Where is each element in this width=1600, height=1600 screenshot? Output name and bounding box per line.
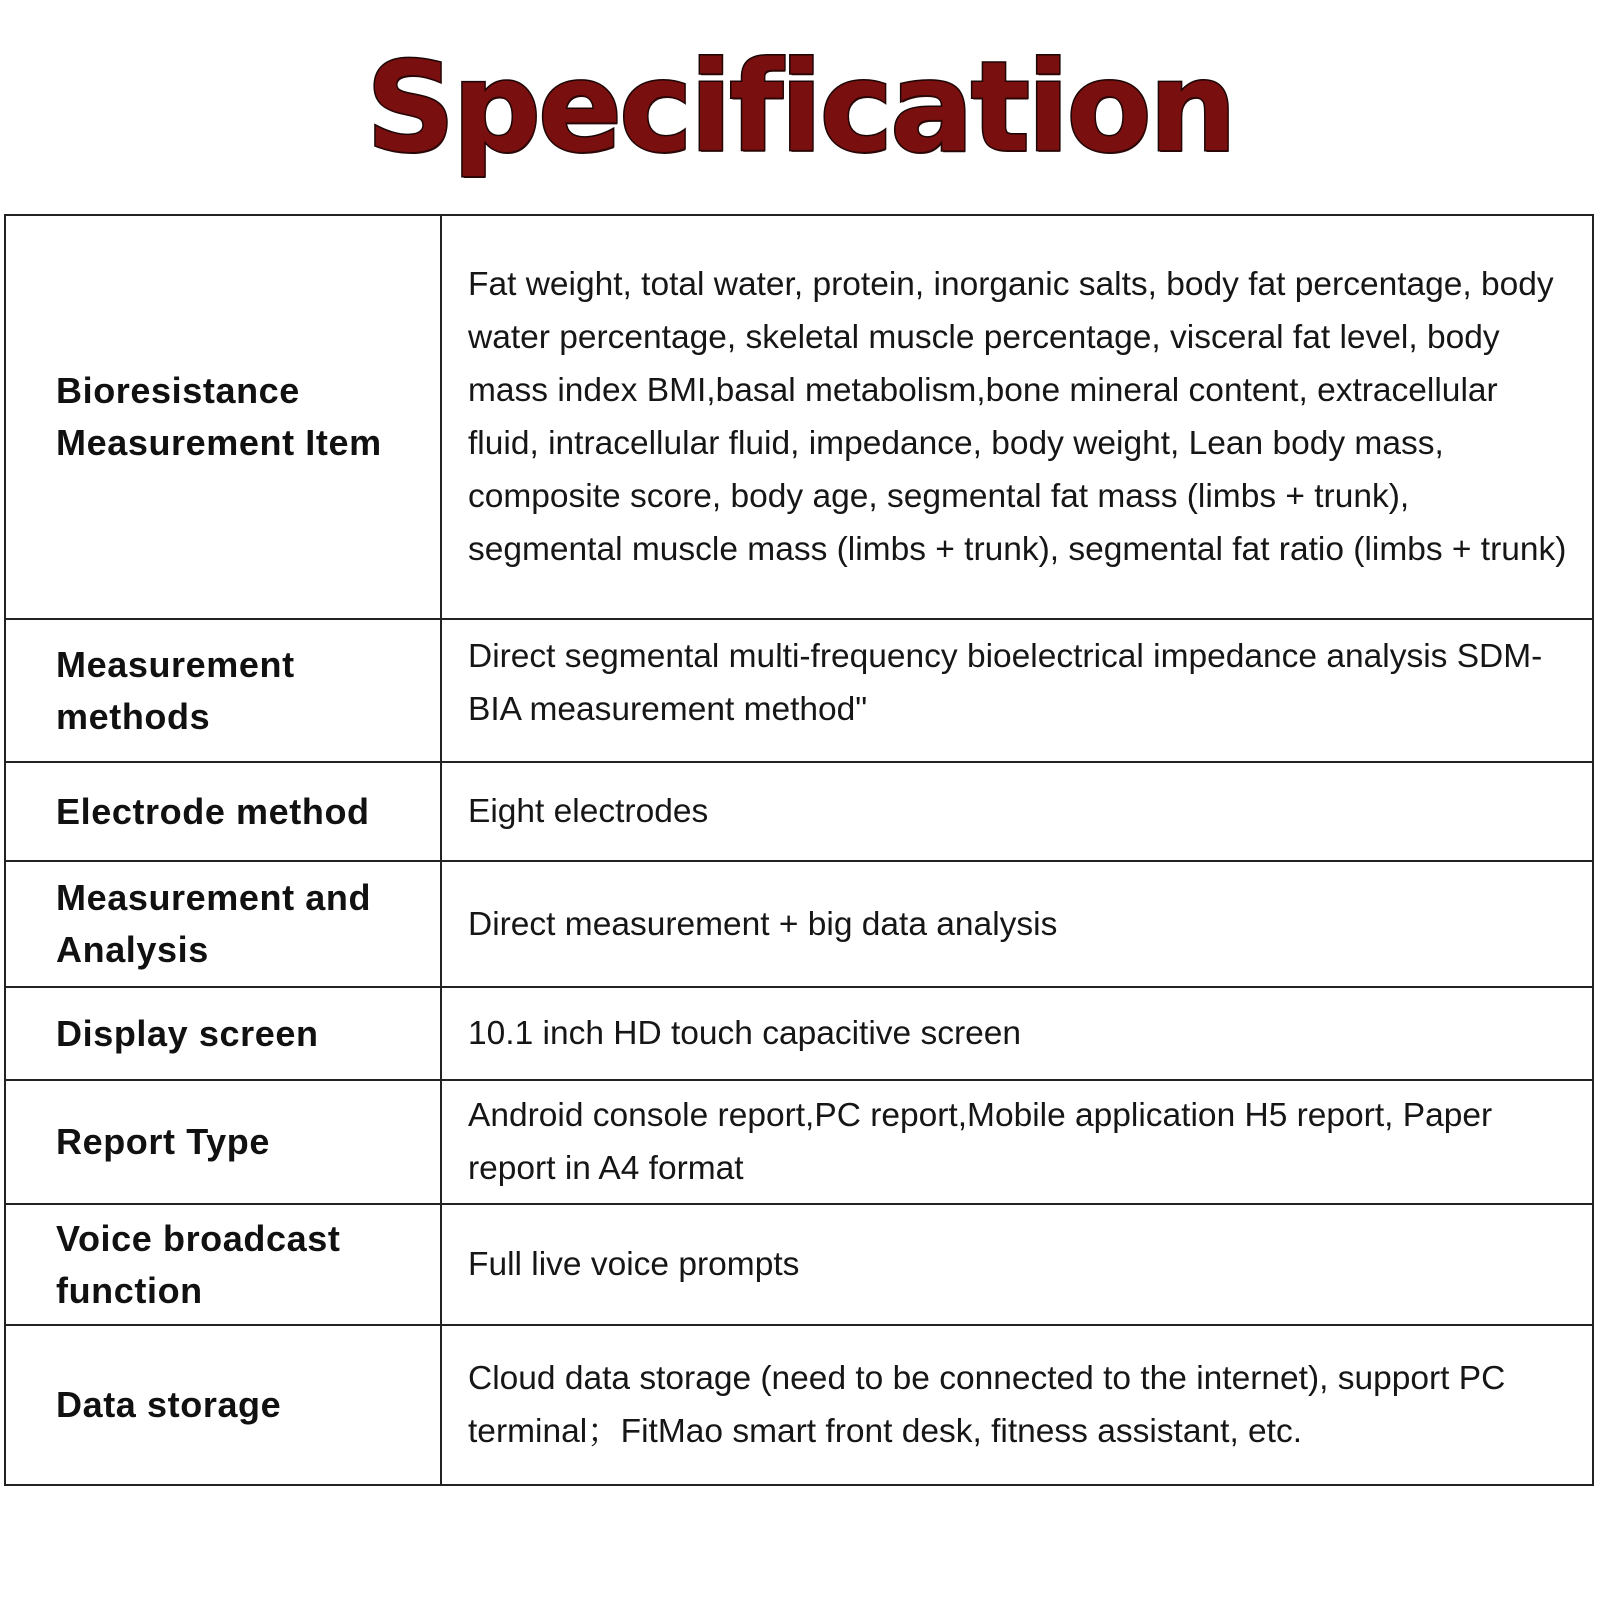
- row-label: Report Type: [5, 1080, 441, 1204]
- table-row-display-screen: [5, 987, 1593, 1080]
- row-value: Full live voice prompts: [441, 1204, 1593, 1325]
- table-row-measurement-methods: [5, 619, 1593, 762]
- row-value: Direct segmental multi-frequency bioelectrical impedance analysis SDM-BIA measurement method": [441, 619, 1593, 762]
- row-value: Direct measurement + big data analysis: [441, 861, 1593, 987]
- specification-table: [4, 214, 1594, 1486]
- row-label: Measurement and Analysis: [5, 861, 441, 987]
- row-value: Cloud data storage (need to be connected to the internet), support PC terminal；FitMao smart front desk, fitness assistant, etc.: [441, 1325, 1593, 1485]
- row-value: Android console report,PC report,Mobile application H5 report, Paper report in A4 format: [441, 1080, 1593, 1204]
- table-row-voice-broadcast: [5, 1204, 1593, 1325]
- row-value: Eight electrodes: [441, 762, 1593, 861]
- row-value: Fat weight, total water, protein, inorganic salts, body fat percentage, body water percentage, skeletal muscle percentage, visceral fat level, body mass index BMI,basal metabolism,bone mineral content, extracellular fluid, intracellular fluid, impedance, body weight, Lean body mass, composite score, body age, segmental fat mass (limbs + trunk), segmental muscle mass (limbs + trunk), segmental fat ratio (limbs + trunk): [441, 215, 1593, 619]
- row-label: Measurement methods: [5, 619, 441, 762]
- page-title: Specification: [365, 36, 1235, 180]
- table-row-data-storage: [5, 1325, 1593, 1485]
- table-row-electrode-method: [5, 762, 1593, 861]
- row-label: Electrode method: [5, 762, 441, 861]
- row-value: 10.1 inch HD touch capacitive screen: [441, 987, 1593, 1080]
- table-row-bioresistance: [5, 215, 1593, 619]
- table-row-measurement-analysis: [5, 861, 1593, 987]
- row-label: Voice broadcast function: [5, 1204, 441, 1325]
- row-label: Data storage: [5, 1325, 441, 1485]
- row-label: Display screen: [5, 987, 441, 1080]
- table-row-report-type: [5, 1080, 1593, 1204]
- row-label: Bioresistance Measurement Item: [5, 215, 441, 619]
